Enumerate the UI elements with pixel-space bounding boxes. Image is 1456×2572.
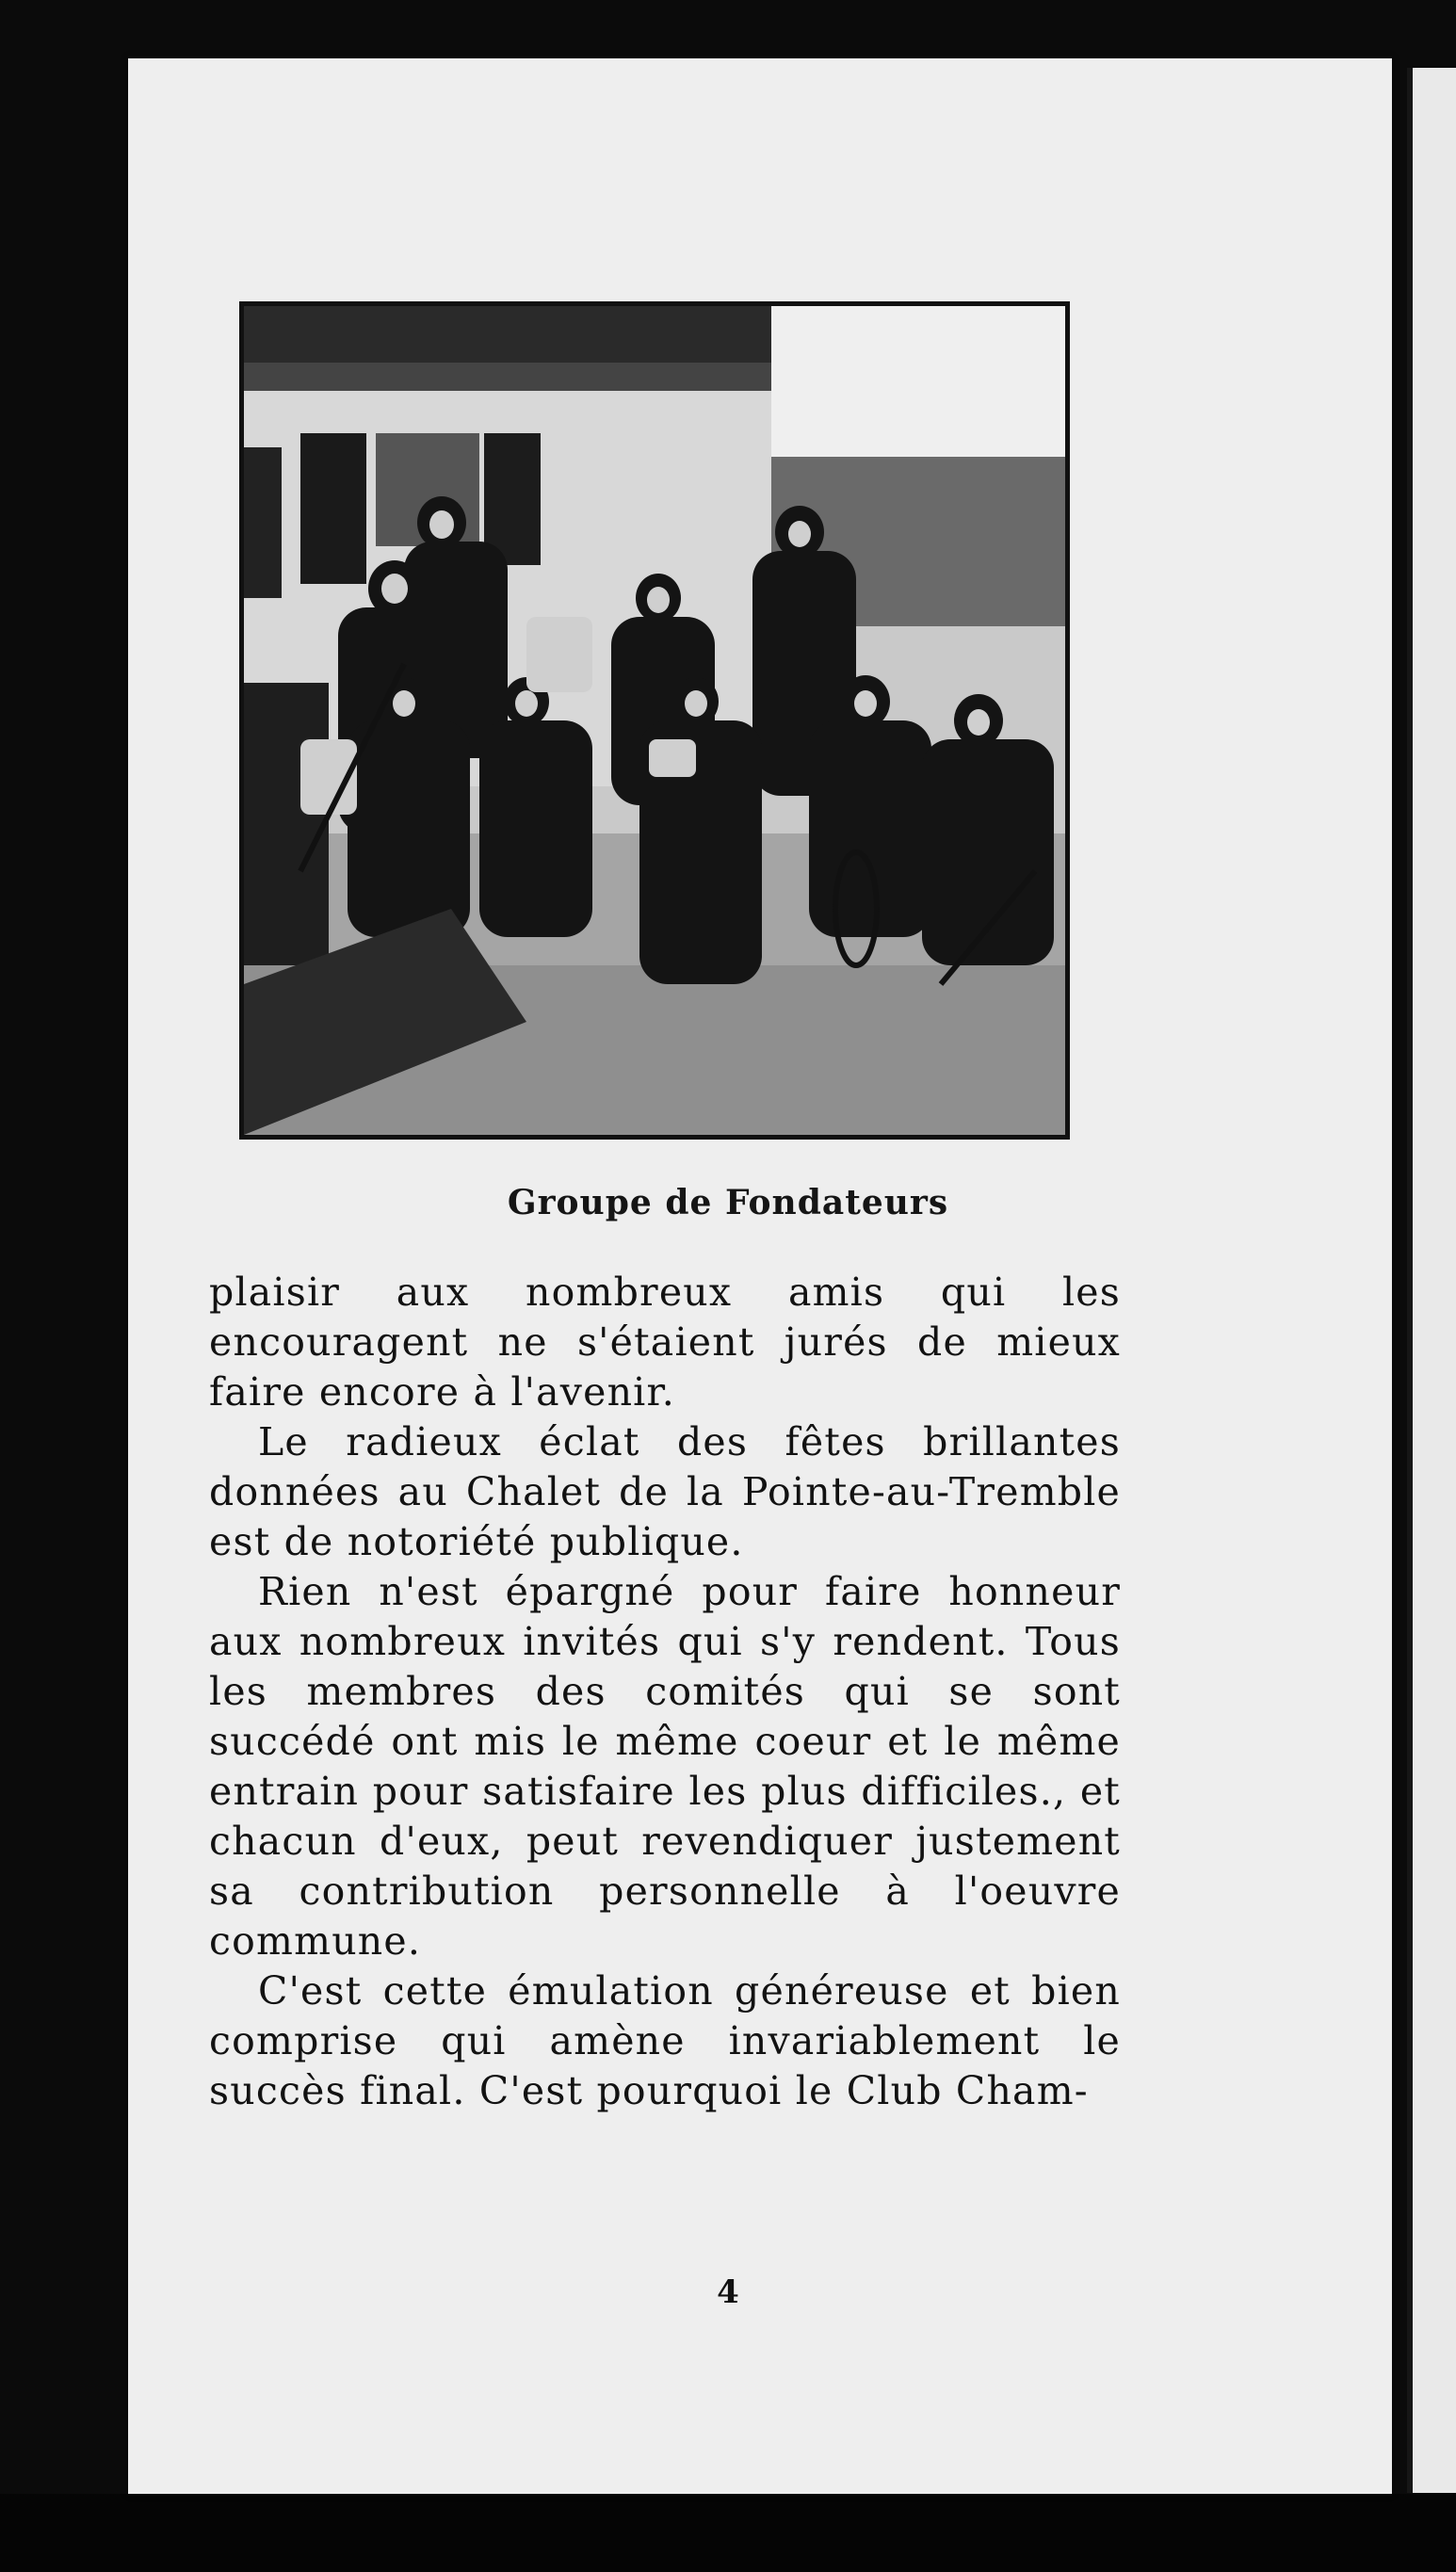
body-text [209, 1268, 1121, 2116]
adjacent-page-edge [1407, 68, 1456, 2493]
founders-group-photo [239, 301, 1070, 1140]
page-number: 4 [717, 2273, 739, 2311]
paragraph: plaisir aux nombreux amis qui les encouragent ne s'étaient jurés de mieux faire encore à l'avenir. [209, 1270, 1121, 1415]
paragraph: Le radieux éclat des fêtes brillantes données au Chalet de la Pointe-au-Tremble est de notoriété publique. [209, 1419, 1121, 1564]
photo-illustration [244, 306, 1065, 1135]
photo-caption: Groupe de Fondateurs [507, 1183, 949, 1222]
paragraph: C'est cette émulation généreuse et bien comprise qui amène invariablement le succès final. C'est pourquoi le Club Cham- [209, 1968, 1121, 2113]
paragraph: Rien n'est épargné pour faire honneur aux nombreux invités qui s'y rendent. Tous les membres des comités qui se sont succédé ont mis le même coeur et le même entrain pour satisfaire les plus difficiles., et chacun d'eux, peut revendiquer justement sa contribution personnelle à l'oeuvre commune. [209, 1569, 1121, 1964]
scan-background [0, 2494, 1456, 2572]
